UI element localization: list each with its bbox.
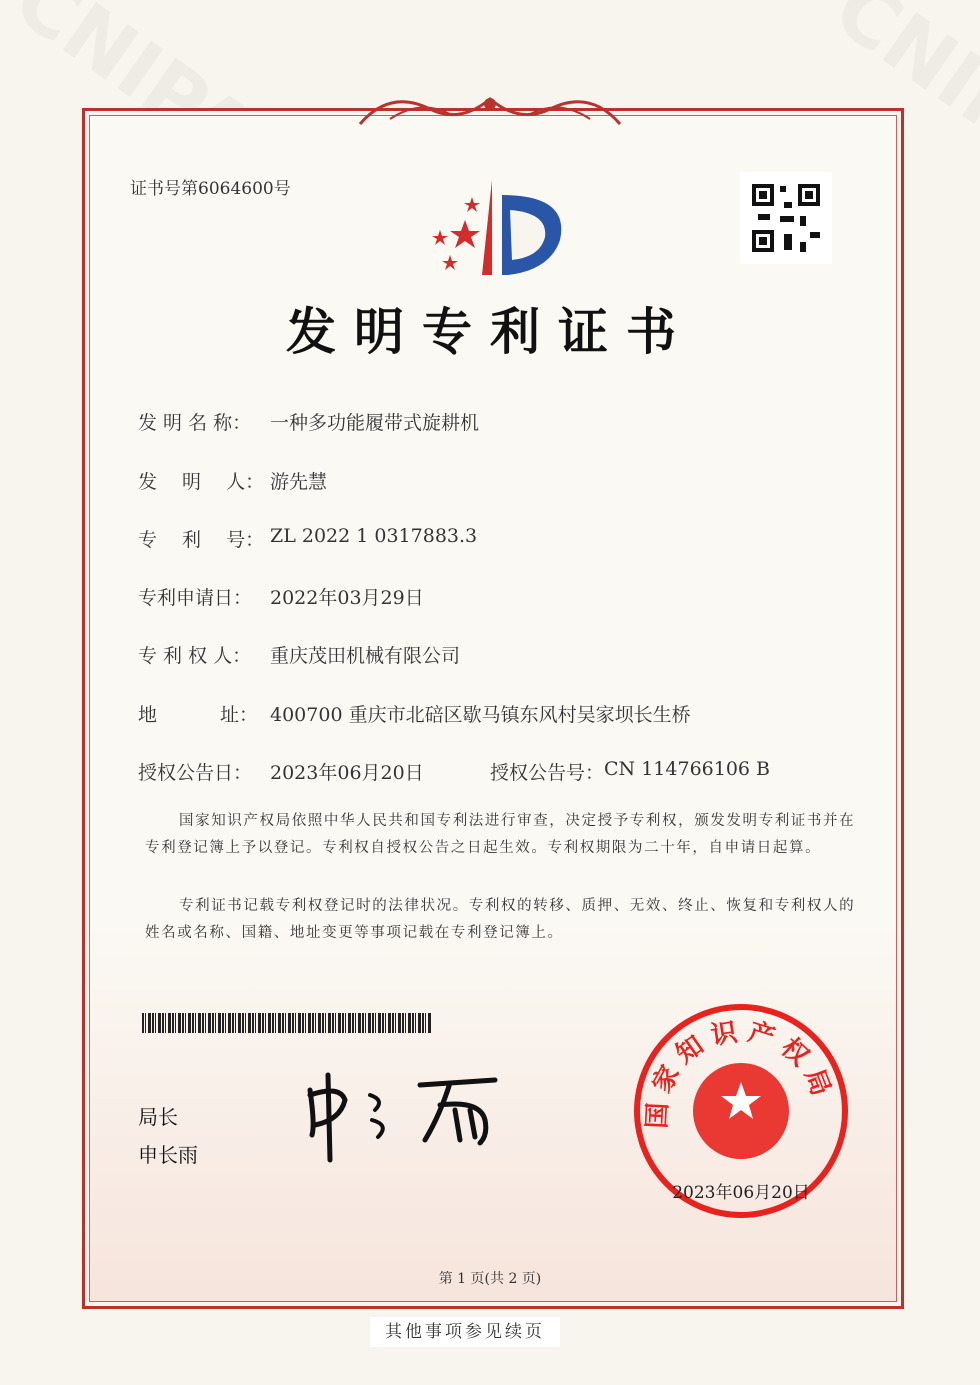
official-seal <box>634 1004 848 1218</box>
field-label: 地 址： <box>138 704 259 726</box>
statement-paragraph: 国家知识产权局依照中华人民共和国专利法进行审查，决定授予专利权，颁发发明专利证书并在专利登记簿上予以登记。专利权自授权公告之日起生效。专利权期限为二十年，自申请日起算。 <box>145 813 856 856</box>
field-grant-date <box>138 758 770 785</box>
field-value: 一种多功能履带式旋耕机 <box>270 412 480 434</box>
qr-code-icon <box>740 172 832 264</box>
field-value: CN 114766106 B <box>604 758 771 780</box>
field-label: 发 明 名 称： <box>138 412 252 434</box>
qr-code <box>740 172 832 264</box>
field-value: 2022年03月29日 <box>270 587 424 609</box>
field-label: 授权公告号： <box>490 762 605 784</box>
field-address <box>138 700 691 727</box>
seal-text: 国家知识产权局 <box>642 1016 839 1130</box>
field-patent-number <box>138 525 477 552</box>
field-value: 400700 重庆市北碚区歇马镇东风村吴家坝长生桥 <box>270 704 691 726</box>
director-title: 局长 <box>138 1105 178 1129</box>
statement-paragraph: 专利证书记载专利权登记时的法律状况。专利权的转移、质押、无效、终止、恢复和专利权人的姓名或名称、国籍、地址变更等事项记载在专利登记簿上。 <box>145 898 856 941</box>
director-block <box>138 1098 198 1174</box>
field-value: 2023年06月20日 <box>270 762 424 784</box>
seal-date: 2023年06月20日 <box>672 1183 810 1203</box>
signature-icon <box>300 1065 510 1165</box>
certificate-title: 发明专利证书 <box>286 303 694 361</box>
field-application-date <box>138 583 424 610</box>
certificate-number: 证书号第6064600号 <box>130 179 291 199</box>
page-indicator: 第 1 页(共 2 页) <box>438 1271 542 1287</box>
field-value: 游先慧 <box>270 471 328 493</box>
field-label: 专 利 号： <box>138 529 265 551</box>
ornament-top-icon <box>350 84 630 134</box>
field-value: ZL 2022 1 0317883.3 <box>270 525 478 547</box>
continued-note: 其他事项参见续页 <box>370 1317 560 1347</box>
field-label: 专利申请日： <box>138 587 253 609</box>
barcode <box>142 1013 432 1033</box>
cnipa-logo-icon <box>420 175 565 285</box>
field-label: 发 明 人： <box>138 471 265 493</box>
field-label: 授权公告日： <box>138 762 253 784</box>
director-name: 申长雨 <box>138 1143 198 1167</box>
field-inventor <box>138 467 327 494</box>
field-patentee <box>138 641 460 668</box>
field-value: 重庆茂田机械有限公司 <box>270 645 461 667</box>
field-label: 专 利 权 人： <box>138 645 252 667</box>
field-invention-name <box>138 408 479 435</box>
